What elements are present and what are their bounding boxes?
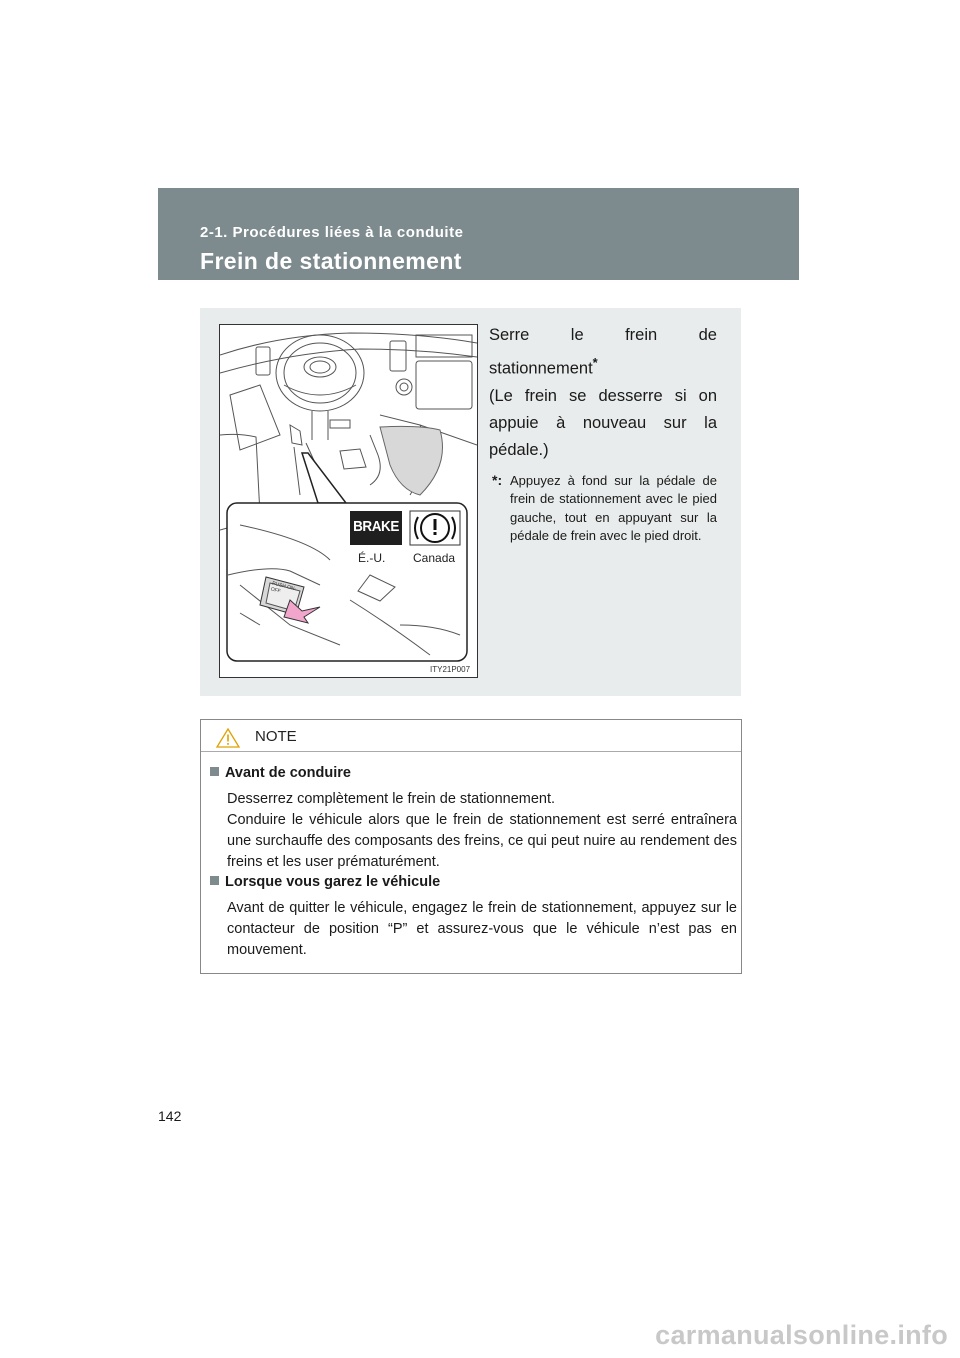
note-item-line: Avant de quitter le véhicule, engagez le frein de stationnement, appuyez sur le contacteur de position “P” et assurez-vous que le véhicule n’est pas en mouvement. <box>227 900 737 958</box>
footnote-mark: *: <box>492 471 503 488</box>
section-label: 2-1. Procédures liées à la conduite <box>200 224 464 241</box>
instruction-text-2: (Le frein se desserre si on appuie à nouveau sur la pédale.) <box>489 386 717 459</box>
figure-code: ITY21P007 <box>430 665 471 674</box>
instruction-text: Serre le frein de stationnement* (Le frein se desserre si on appuie à nouveau sur la pédale.) <box>489 326 717 459</box>
note-item-line: Conduire le véhicule alors que le frein de stationnement est serré entraînera une surchauffe des composants des freins, ce qui peut nuire au rendement des freins et les user prématurément. <box>227 812 737 870</box>
note-title: NOTE <box>255 728 297 745</box>
pedal-label: PUSH ON-OFF <box>269 580 297 595</box>
page-number: 142 <box>158 1108 182 1124</box>
region-us-label: É.-U. <box>358 551 386 565</box>
note-box <box>200 719 742 974</box>
region-canada-label: Canada <box>413 551 456 565</box>
page-title: Frein de stationnement <box>200 248 462 274</box>
note-item-heading: Avant de conduire <box>225 765 351 781</box>
note-item-line: Desserrez complètement le frein de stationnement. <box>227 791 556 807</box>
parking-brake-illustration <box>219 324 478 678</box>
bullet-square <box>210 876 219 885</box>
watermark: carmanualsonline.info <box>655 1320 948 1350</box>
note-header <box>201 720 741 752</box>
footnote <box>489 472 717 546</box>
footnote-text: Appuyez à fond sur la pédale de frein de stationnement avec le pied gauche, tout en appuyant sur la pédale de frein avec le pied droit. <box>510 472 717 543</box>
note-item-lorsque-vous-garez <box>210 872 737 961</box>
bullet-square <box>210 767 219 776</box>
dashboard-drawing <box>220 325 477 677</box>
warning-triangle-icon <box>216 728 240 748</box>
asterisk: * <box>592 355 598 370</box>
section-header <box>158 188 799 280</box>
note-item-avant-de-conduire <box>210 763 737 873</box>
brake-label-us: BRAKE <box>353 518 399 535</box>
note-item-heading: Lorsque vous garez le véhicule <box>225 874 441 890</box>
instruction-block <box>489 322 717 546</box>
